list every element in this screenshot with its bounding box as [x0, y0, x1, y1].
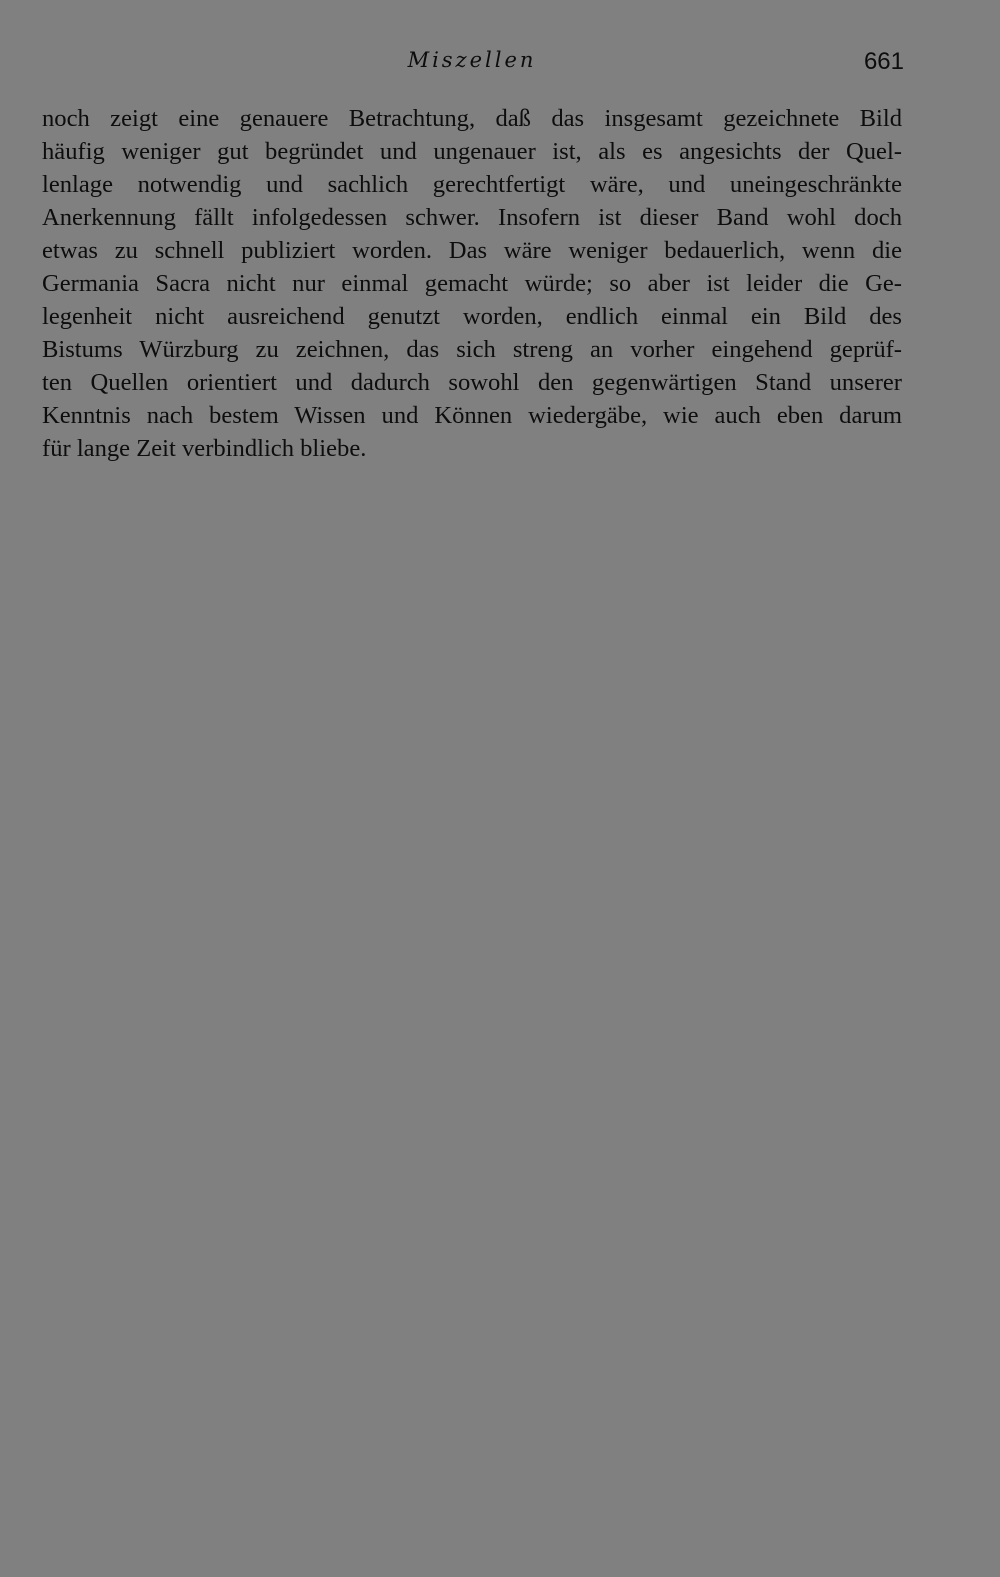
text-line: lenlage notwendig und sachlich gerechtfertigt wäre, und uneingeschränkte: [42, 171, 902, 198]
text-line: häufig weniger gut begründet und ungenauer ist, als es angesichts der Quel-: [42, 138, 902, 165]
running-head-title: Miszellen: [407, 48, 537, 72]
text-line: Germania Sacra nicht nur einmal gemacht würde; so aber ist leider die Ge-: [42, 270, 902, 297]
text-line: Anerkennung fällt infolgedessen schwer. Insofern ist dieser Band wohl doch: [42, 204, 902, 231]
text-line: noch zeigt eine genauere Betrachtung, daß das insgesamt gezeichnete Bild: [42, 105, 902, 132]
text-line: für lange Zeit verbindlich bliebe.: [42, 435, 367, 462]
text-line: legenheit nicht ausreichend genutzt worden, endlich einmal ein Bild des: [42, 303, 902, 330]
text-line: Kenntnis nach bestem Wissen und Können wiedergäbe, wie auch eben darum: [42, 402, 902, 429]
running-head: [42, 44, 902, 84]
text-line: ten Quellen orientiert und dadurch sowohl den gegenwärtigen Stand unserer: [42, 369, 902, 396]
body-paragraph: [42, 102, 902, 465]
page-number: 661: [863, 48, 904, 75]
text-line: Bistums Würzburg zu zeichnen, das sich streng an vorher eingehend geprüf-: [42, 336, 902, 363]
text-line: etwas zu schnell publiziert worden. Das wäre weniger bedauerlich, wenn die: [42, 237, 902, 264]
